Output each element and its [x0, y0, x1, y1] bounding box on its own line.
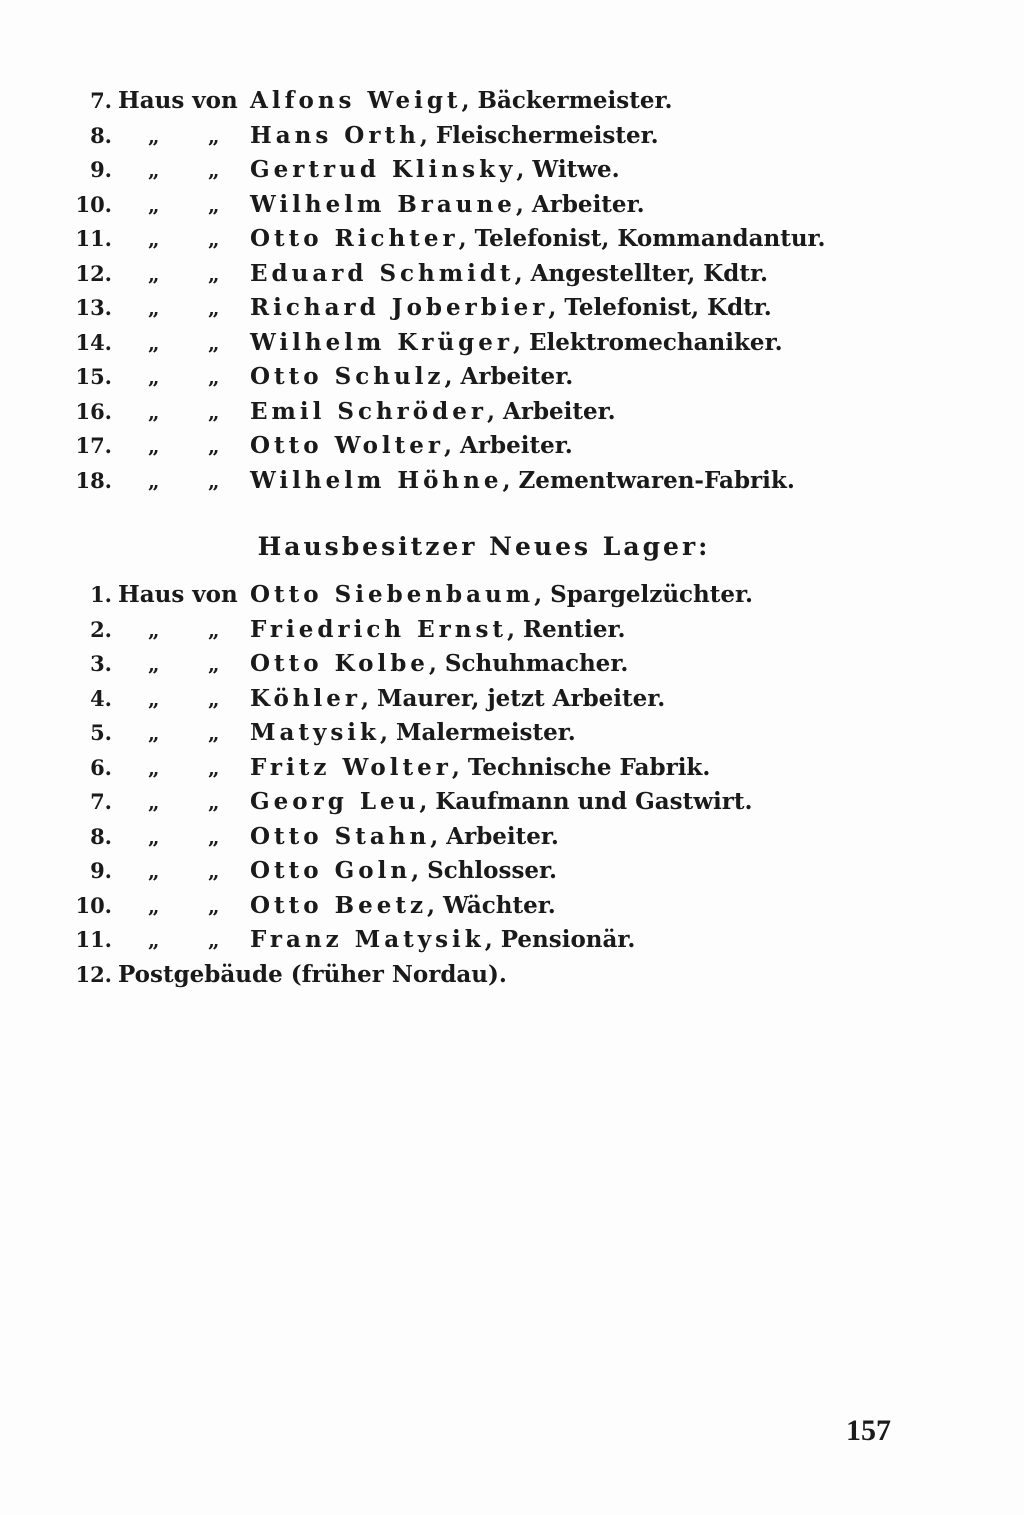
list-item: [60, 464, 960, 499]
item-number: 3.: [90, 651, 112, 676]
house-list-a: [60, 84, 960, 498]
owner-occupation: , Elektromechaniker.: [513, 328, 783, 356]
owner-name: Eduard Schmidt: [250, 259, 515, 287]
owner-name: Alfons Weigt: [250, 87, 462, 114]
ditto-mark: „: [208, 468, 220, 493]
ditto-mark: „: [208, 617, 220, 642]
item-content: [250, 923, 635, 957]
ditto-mark: „: [148, 686, 160, 711]
list-item: [60, 785, 960, 820]
ditto-mark: „: [148, 468, 160, 493]
ditto-mark: „: [148, 824, 160, 849]
owner-occupation: , Maurer, jetzt Arbeiter.: [361, 684, 666, 712]
ditto-mark: „: [208, 296, 220, 320]
owner-occupation: , Pensionär.: [484, 926, 636, 953]
item-content: [250, 257, 768, 291]
ditto-mark: „: [148, 755, 160, 780]
list-item: [60, 119, 960, 154]
item-content: [250, 820, 559, 854]
section-heading: Hausbesitzer Neues Lager:: [257, 532, 711, 561]
owner-name: Hans Orth: [250, 121, 420, 149]
item-content: [250, 119, 659, 153]
owner-name: Fritz Wolter: [250, 753, 452, 781]
owner-occupation: , Schlosser.: [411, 857, 558, 884]
list-item: [60, 820, 960, 855]
ditto-mark: „: [208, 928, 220, 952]
list-item: [60, 958, 960, 993]
owner-name: Otto Richter: [250, 225, 459, 252]
item-number: 4.: [90, 685, 112, 711]
item-prefix: Haus von: [118, 87, 238, 114]
item-number: 12.: [75, 260, 112, 286]
owner-occupation: , Technische Fabrik.: [451, 753, 711, 781]
ditto-mark: „: [148, 123, 160, 148]
list-item: [60, 578, 960, 613]
owner-name: Georg Leu: [250, 788, 420, 815]
list-item: [60, 647, 960, 682]
house-list-b: [60, 578, 960, 992]
item-number: 14.: [75, 329, 112, 355]
list-item: [60, 326, 960, 361]
owner-name: Gertrud Klinsky: [250, 156, 517, 183]
list-item: [60, 716, 960, 751]
item-number: 16.: [75, 398, 112, 424]
owner-name: Franz Matysik: [250, 926, 485, 953]
list-item: [60, 854, 960, 889]
list-item: [60, 153, 960, 188]
owner-occupation: , Malermeister.: [379, 719, 576, 746]
owner-name: Otto Goln: [250, 857, 412, 884]
item-content: [250, 854, 557, 888]
item-content: [250, 751, 710, 785]
item-content: [250, 153, 620, 187]
owner-occupation: , Arbeiter.: [444, 363, 574, 390]
owner-name: Otto Beetz: [250, 891, 428, 919]
owner-occupation: , Witwe.: [516, 156, 620, 183]
owner-name: Wilhelm Krüger: [250, 328, 513, 356]
ditto-mark: „: [208, 824, 220, 849]
owner-occupation: , Schuhmacher.: [428, 650, 629, 677]
owner-name: Otto Kolbe: [250, 650, 429, 677]
ditto-mark: „: [208, 652, 220, 676]
item-content: [250, 326, 783, 360]
ditto-mark: „: [148, 790, 160, 814]
owner-occupation: , Zementwaren-Fabrik.: [502, 466, 795, 494]
item-number: 9.: [90, 157, 112, 182]
item-content: [250, 84, 673, 118]
item-number: 8.: [90, 122, 112, 148]
list-item: [60, 613, 960, 648]
owner-name: Otto Schulz: [250, 363, 445, 390]
owner-occupation: , Telefonist, Kdtr.: [548, 294, 772, 321]
item-content: [250, 682, 665, 716]
owner-occupation: , Arbeiter.: [486, 397, 616, 425]
ditto-mark: „: [208, 434, 220, 458]
ditto-mark: „: [208, 192, 220, 217]
list-item: [60, 682, 960, 717]
owner-occupation: , Fleischermeister.: [419, 121, 659, 149]
ditto-mark: „: [148, 296, 160, 320]
item-number: 18.: [75, 467, 112, 493]
owner-occupation: , Wächter.: [427, 891, 556, 919]
item-content: [250, 613, 626, 647]
list-item: [60, 429, 960, 464]
page-number: 157: [846, 1414, 891, 1447]
item-number: 1.: [90, 582, 112, 607]
item-number: 5.: [90, 720, 112, 745]
owner-name: Richard Joberbier: [250, 294, 549, 321]
item-number: 7.: [90, 789, 112, 814]
ditto-mark: „: [208, 721, 220, 745]
item-number: 2.: [90, 616, 112, 642]
owner-name: Otto Wolter: [250, 432, 445, 459]
owner-name: Matysik: [250, 719, 380, 746]
ditto-mark: „: [148, 617, 160, 642]
item-prefix: Haus von: [118, 581, 238, 608]
item-number: 10.: [75, 892, 112, 918]
list-item: [60, 751, 960, 786]
item-number: 7.: [90, 88, 112, 113]
item-number: 12.: [75, 961, 112, 987]
item-content: [250, 464, 795, 498]
ditto-mark: „: [208, 123, 220, 148]
ditto-mark: „: [148, 859, 160, 883]
item-content: [250, 647, 628, 681]
list-item: [60, 84, 960, 119]
ditto-mark: „: [208, 365, 220, 389]
ditto-mark: „: [208, 399, 220, 424]
item-content: [250, 785, 753, 819]
ditto-mark: „: [148, 399, 160, 424]
owner-name: Friedrich Ernst: [250, 615, 508, 643]
owner-occupation: , Arbeiter.: [444, 432, 573, 459]
ditto-mark: „: [208, 227, 220, 251]
owner-occupation: , Kaufmann und Gastwirt.: [419, 788, 753, 815]
owner-occupation: , Rentier.: [507, 615, 626, 643]
item-content: [250, 429, 573, 463]
item-number: 8.: [90, 823, 112, 849]
ditto-mark: „: [208, 755, 220, 780]
ditto-mark: „: [208, 790, 220, 814]
item-text: Postgebäude (früher Nordau).: [118, 960, 507, 988]
ditto-mark: „: [208, 686, 220, 711]
owner-occupation: , Bäckermeister.: [461, 87, 673, 114]
ditto-mark: „: [148, 261, 160, 286]
owner-occupation: , Arbeiter.: [430, 822, 559, 850]
ditto-mark: „: [148, 434, 160, 458]
ditto-mark: „: [148, 192, 160, 217]
list-item: [60, 291, 960, 326]
owner-occupation: , Spargelzüchter.: [534, 581, 754, 608]
item-number: 11.: [75, 226, 112, 251]
list-item: [60, 923, 960, 958]
owner-name: Otto Siebenbaum: [250, 581, 535, 608]
item-content: [250, 291, 772, 325]
item-number: 15.: [75, 364, 112, 389]
item-number: 17.: [75, 433, 112, 458]
owner-name: Köhler: [250, 684, 362, 712]
owner-name: Otto Stahn: [250, 822, 431, 850]
ditto-mark: „: [208, 158, 220, 182]
ditto-mark: „: [148, 928, 160, 952]
item-number: 11.: [75, 927, 112, 952]
item-number: 13.: [75, 295, 112, 320]
item-number: 10.: [75, 191, 112, 217]
ditto-mark: „: [148, 721, 160, 745]
ditto-mark: „: [148, 227, 160, 251]
ditto-mark: „: [208, 261, 220, 286]
item-number: 6.: [90, 754, 112, 780]
list-item: [60, 222, 960, 257]
item-content: [250, 360, 573, 394]
owner-name: Wilhelm Braune: [250, 190, 516, 218]
owner-occupation: , Telefonist, Kommandantur.: [458, 225, 826, 252]
ditto-mark: „: [148, 158, 160, 182]
item-content: [250, 578, 753, 612]
ditto-mark: „: [208, 893, 220, 918]
item-content: [250, 395, 616, 429]
item-content: [250, 222, 826, 256]
list-item: [60, 360, 960, 395]
list-item: [60, 395, 960, 430]
list-item: [60, 257, 960, 292]
list-item: [60, 188, 960, 223]
owner-occupation: , Arbeiter.: [515, 190, 645, 218]
owner-name: Emil Schröder: [250, 397, 487, 425]
owner-name: Wilhelm Höhne: [250, 466, 503, 494]
ditto-mark: „: [148, 893, 160, 918]
ditto-mark: „: [148, 330, 160, 355]
ditto-mark: „: [148, 652, 160, 676]
item-content: [250, 188, 645, 222]
ditto-mark: „: [148, 365, 160, 389]
ditto-mark: „: [208, 859, 220, 883]
item-content: [250, 716, 576, 750]
ditto-mark: „: [208, 330, 220, 355]
item-content: [250, 889, 556, 923]
list-item: [60, 889, 960, 924]
owner-occupation: , Angestellter, Kdtr.: [514, 259, 768, 287]
item-number: 9.: [90, 858, 112, 883]
